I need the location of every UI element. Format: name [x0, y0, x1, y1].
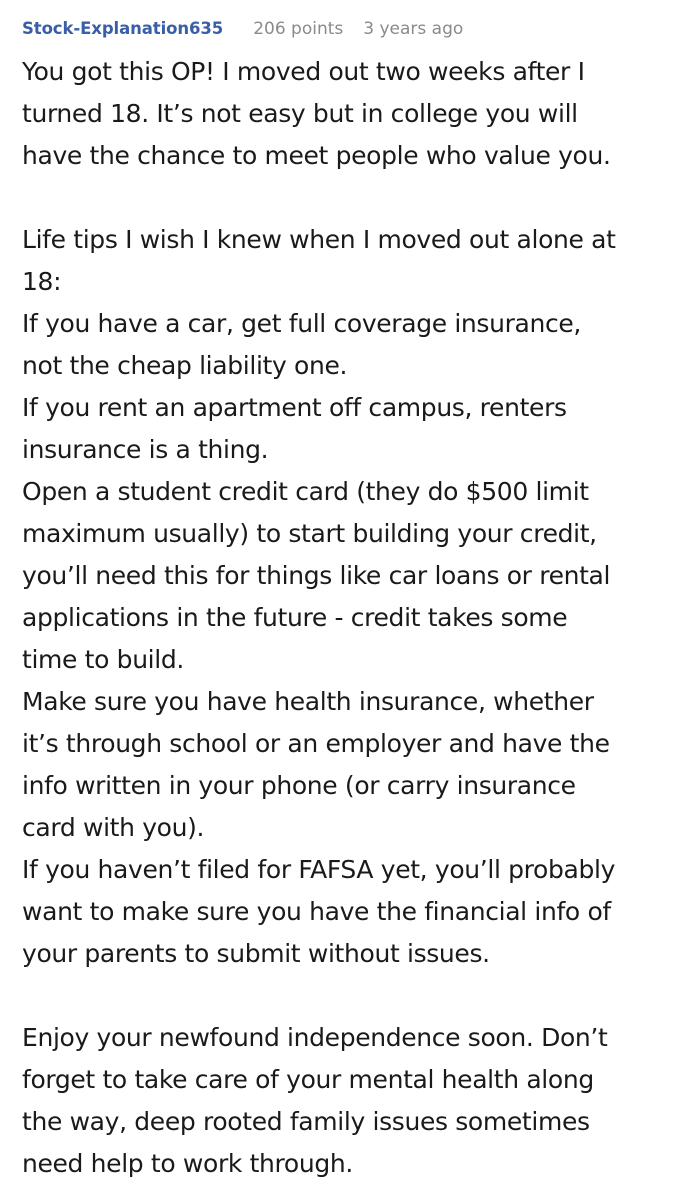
comment-line: maximum usually) to start building your credit,	[22, 519, 597, 548]
comment-line: card with you).	[22, 813, 205, 842]
comment-line: If you haven’t filed for FAFSA yet, you’ll probably	[22, 855, 616, 884]
paragraph-gap	[22, 975, 692, 1017]
comment	[22, 0, 692, 1185]
comment-line: If you rent an apartment off campus, renters	[22, 393, 567, 422]
comment-line: need help to work through.	[22, 1149, 353, 1178]
comment-line: insurance is a thing.	[22, 435, 269, 464]
comment-line: info written in your phone (or carry insurance	[22, 771, 576, 800]
comment-line: want to make sure you have the financial info of	[22, 897, 611, 926]
comment-body	[22, 51, 692, 1185]
comment-line: Open a student credit card (they do $500 limit	[22, 477, 589, 506]
comment-line: time to build.	[22, 645, 184, 674]
comment-line: turned 18. It’s not easy but in college you will	[22, 99, 578, 128]
comment-meta	[22, 0, 692, 44]
comment-line: have the chance to meet people who value you.	[22, 141, 611, 170]
comment-line: the way, deep rooted family issues sometimes	[22, 1107, 590, 1136]
comment-line: Life tips I wish I knew when I moved out alone at	[22, 225, 616, 254]
comment-line: your parents to submit without issues.	[22, 939, 490, 968]
comment-timestamp: 3 years ago	[363, 19, 464, 39]
comment-username-link[interactable]: Stock-Explanation635	[22, 19, 224, 38]
comment-points: 206 points	[253, 19, 344, 39]
comment-line: Make sure you have health insurance, whether	[22, 687, 594, 716]
paragraph-gap	[22, 177, 692, 219]
comment-line: you’ll need this for things like car loans or rental	[22, 561, 611, 590]
comment-line: it’s through school or an employer and have the	[22, 729, 610, 758]
comment-line: forget to take care of your mental health along	[22, 1065, 594, 1094]
comment-line: Enjoy your newfound independence soon. Don’t	[22, 1023, 608, 1052]
comment-line: If you have a car, get full coverage insurance,	[22, 309, 582, 338]
comment-line: 18:	[22, 267, 62, 296]
comment-line: not the cheap liability one.	[22, 351, 348, 380]
comment-line: applications in the future - credit takes some	[22, 603, 568, 632]
comment-line: You got this OP! I moved out two weeks after I	[22, 57, 585, 86]
